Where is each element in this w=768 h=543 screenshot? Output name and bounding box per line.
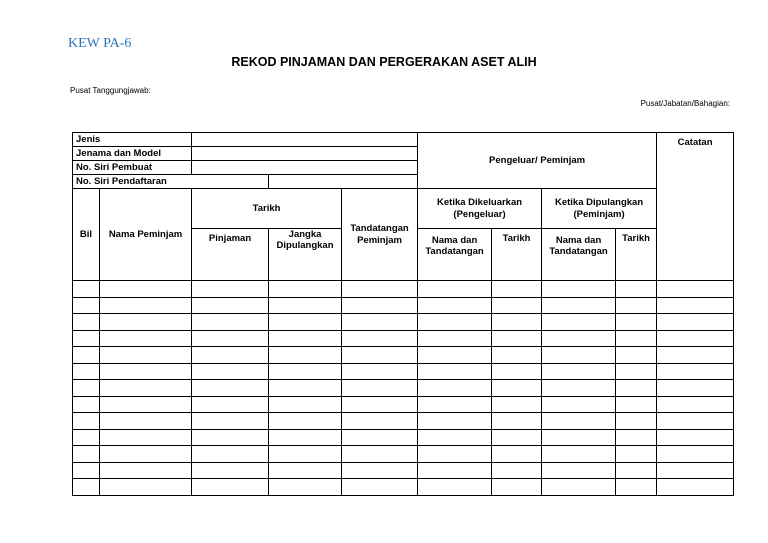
table-cell[interactable] — [542, 281, 616, 298]
table-cell[interactable] — [657, 297, 734, 314]
tarikh-peminjam-header: Tarikh — [616, 229, 657, 281]
table-cell[interactable] — [542, 479, 616, 496]
siri-pembuat-label: No. Siri Pembuat — [73, 161, 192, 175]
table-cell[interactable] — [192, 330, 269, 347]
table-cell[interactable] — [542, 396, 616, 413]
table-cell[interactable] — [492, 330, 542, 347]
table-row — [73, 462, 734, 479]
table-cell[interactable] — [100, 314, 192, 331]
table-cell[interactable] — [342, 314, 418, 331]
table-cell[interactable] — [542, 314, 616, 331]
table-cell[interactable] — [542, 363, 616, 380]
table-row — [73, 446, 734, 463]
table-cell[interactable] — [492, 479, 542, 496]
tarikh-pengeluar-header: Tarikh — [492, 229, 542, 281]
table-cell[interactable] — [73, 429, 100, 446]
table-cell[interactable] — [100, 429, 192, 446]
table-cell[interactable] — [492, 396, 542, 413]
table-cell[interactable] — [418, 396, 492, 413]
table-cell[interactable] — [192, 380, 269, 397]
table-cell[interactable] — [616, 330, 657, 347]
table-cell[interactable] — [73, 462, 100, 479]
table-cell[interactable] — [192, 347, 269, 364]
table-cell[interactable] — [342, 297, 418, 314]
table-cell[interactable] — [418, 297, 492, 314]
table-cell[interactable] — [418, 281, 492, 298]
siri-pendaftaran-value[interactable] — [269, 175, 418, 189]
table-row — [73, 281, 734, 298]
table-cell[interactable] — [342, 396, 418, 413]
table-cell[interactable] — [616, 462, 657, 479]
table-cell[interactable] — [192, 462, 269, 479]
form-code: KEW PA-6 — [68, 36, 132, 51]
table-cell[interactable] — [269, 396, 342, 413]
table-cell[interactable] — [542, 413, 616, 430]
table-cell[interactable] — [342, 479, 418, 496]
table-cell[interactable] — [418, 462, 492, 479]
table-cell[interactable] — [73, 413, 100, 430]
tarikh-header: Tarikh — [192, 189, 342, 229]
table-cell[interactable] — [100, 330, 192, 347]
table-cell[interactable] — [342, 363, 418, 380]
table-cell[interactable] — [657, 462, 734, 479]
table-cell[interactable] — [342, 380, 418, 397]
table-cell[interactable] — [418, 330, 492, 347]
table-cell[interactable] — [616, 413, 657, 430]
ketika-dikeluarkan-header: Ketika Dikeluarkan (Pengeluar) — [418, 189, 542, 229]
table-cell[interactable] — [342, 446, 418, 463]
table-cell[interactable] — [657, 429, 734, 446]
pusat-jabatan-label: Pusat/Jabatan/Bahagian: — [640, 99, 730, 108]
table-cell[interactable] — [616, 297, 657, 314]
table-cell[interactable] — [342, 347, 418, 364]
table-cell[interactable] — [418, 380, 492, 397]
table-cell[interactable] — [616, 281, 657, 298]
table-row — [73, 347, 734, 364]
table-cell[interactable] — [492, 413, 542, 430]
table-cell[interactable] — [492, 347, 542, 364]
table-cell[interactable] — [269, 347, 342, 364]
table-cell[interactable] — [73, 347, 100, 364]
table-cell[interactable] — [616, 380, 657, 397]
table-cell[interactable] — [492, 314, 542, 331]
table-cell[interactable] — [657, 314, 734, 331]
tandatangan-peminjam-header: Tandatangan Peminjam — [342, 189, 418, 281]
pengeluar-peminjam-header: Pengeluar/ Peminjam — [418, 133, 657, 189]
table-cell[interactable] — [342, 429, 418, 446]
table-cell[interactable] — [492, 446, 542, 463]
table-cell[interactable] — [657, 281, 734, 298]
table-cell[interactable] — [73, 281, 100, 298]
table-cell[interactable] — [492, 281, 542, 298]
table-cell[interactable] — [418, 479, 492, 496]
table-row — [73, 479, 734, 496]
table-cell[interactable] — [100, 297, 192, 314]
table-row — [73, 330, 734, 347]
table-cell[interactable] — [657, 380, 734, 397]
table-cell[interactable] — [100, 347, 192, 364]
jangka-dipulangkan-header: Jangka Dipulangkan — [269, 229, 342, 281]
table-cell[interactable] — [100, 380, 192, 397]
table-cell[interactable] — [342, 330, 418, 347]
table-row — [73, 413, 734, 430]
table-cell[interactable] — [542, 429, 616, 446]
nama-peminjam-header: Nama Peminjam — [100, 189, 192, 281]
table-cell[interactable] — [492, 297, 542, 314]
table-cell[interactable] — [73, 446, 100, 463]
table-cell[interactable] — [269, 297, 342, 314]
table-cell[interactable] — [418, 446, 492, 463]
table-cell[interactable] — [192, 429, 269, 446]
table-cell[interactable] — [269, 281, 342, 298]
table-cell[interactable] — [542, 330, 616, 347]
table-cell[interactable] — [542, 446, 616, 463]
table-cell[interactable] — [192, 479, 269, 496]
table-cell[interactable] — [269, 363, 342, 380]
table-cell[interactable] — [418, 413, 492, 430]
table-cell[interactable] — [418, 314, 492, 331]
table-cell[interactable] — [269, 380, 342, 397]
table-cell[interactable] — [657, 479, 734, 496]
table-cell[interactable] — [100, 281, 192, 298]
table-cell[interactable] — [542, 347, 616, 364]
jenama-value[interactable] — [192, 147, 418, 161]
table-row — [73, 314, 734, 331]
siri-pendaftaran-label: No. Siri Pendaftaran — [73, 175, 269, 189]
table-cell[interactable] — [192, 446, 269, 463]
table-cell[interactable] — [73, 330, 100, 347]
table-cell[interactable] — [100, 462, 192, 479]
table-cell[interactable] — [657, 446, 734, 463]
table-cell[interactable] — [100, 363, 192, 380]
table-row — [73, 363, 734, 380]
table-cell[interactable] — [616, 479, 657, 496]
siri-pembuat-value[interactable] — [192, 161, 418, 175]
table-row — [73, 396, 734, 413]
table-cell[interactable] — [73, 396, 100, 413]
table-cell[interactable] — [616, 429, 657, 446]
table-cell[interactable] — [616, 396, 657, 413]
table-cell[interactable] — [657, 396, 734, 413]
table-cell[interactable] — [616, 314, 657, 331]
table-cell[interactable] — [269, 462, 342, 479]
nama-tandatangan-pengeluar-header: Nama dan Tandatangan — [418, 229, 492, 281]
nama-tandatangan-peminjam-header: Nama dan Tandatangan — [542, 229, 616, 281]
table-cell[interactable] — [492, 462, 542, 479]
table-cell[interactable] — [269, 429, 342, 446]
table-cell[interactable] — [192, 314, 269, 331]
table-cell[interactable] — [616, 446, 657, 463]
table-cell[interactable] — [269, 446, 342, 463]
table-cell[interactable] — [657, 330, 734, 347]
catatan-header: Catatan — [657, 133, 734, 281]
table-cell[interactable] — [100, 413, 192, 430]
table-cell[interactable] — [616, 347, 657, 364]
table-cell[interactable] — [73, 479, 100, 496]
table-cell[interactable] — [269, 413, 342, 430]
table-cell[interactable] — [269, 314, 342, 331]
table-cell[interactable] — [73, 297, 100, 314]
table-row — [73, 380, 734, 397]
pusat-tanggungjawab-label: Pusat Tanggungjawab: — [70, 86, 151, 95]
table-cell[interactable] — [492, 380, 542, 397]
ketika-dipulangkan-header: Ketika Dipulangkan (Peminjam) — [542, 189, 657, 229]
table-cell[interactable] — [492, 429, 542, 446]
form-title: REKOD PINJAMAN DAN PERGERAKAN ASET ALIH — [231, 55, 537, 69]
table-row — [73, 297, 734, 314]
jenis-value[interactable] — [192, 133, 418, 147]
table-cell[interactable] — [73, 314, 100, 331]
jenis-label: Jenis — [73, 133, 192, 147]
table-cell[interactable] — [269, 479, 342, 496]
table-cell[interactable] — [73, 380, 100, 397]
table-cell[interactable] — [657, 363, 734, 380]
pinjaman-header: Pinjaman — [192, 229, 269, 281]
table-cell[interactable] — [192, 297, 269, 314]
table-cell[interactable] — [616, 363, 657, 380]
table-cell[interactable] — [342, 413, 418, 430]
table-cell[interactable] — [342, 281, 418, 298]
table-cell[interactable] — [418, 429, 492, 446]
table-cell[interactable] — [342, 462, 418, 479]
table-cell[interactable] — [100, 446, 192, 463]
table-cell[interactable] — [192, 363, 269, 380]
table-cell[interactable] — [418, 363, 492, 380]
loan-record-table — [72, 132, 734, 496]
table-cell[interactable] — [73, 363, 100, 380]
table-cell[interactable] — [492, 363, 542, 380]
jenama-label: Jenama dan Model — [73, 147, 192, 161]
table-cell[interactable] — [192, 281, 269, 298]
table-row — [73, 429, 734, 446]
table-cell[interactable] — [542, 462, 616, 479]
table-cell[interactable] — [542, 297, 616, 314]
table-cell[interactable] — [542, 380, 616, 397]
table-cell[interactable] — [657, 347, 734, 364]
table-cell[interactable] — [657, 413, 734, 430]
table-cell[interactable] — [192, 413, 269, 430]
table-cell[interactable] — [418, 347, 492, 364]
bil-header: Bil — [73, 189, 100, 281]
table-cell[interactable] — [269, 330, 342, 347]
table-cell[interactable] — [100, 396, 192, 413]
table-cell[interactable] — [192, 396, 269, 413]
table-cell[interactable] — [100, 479, 192, 496]
